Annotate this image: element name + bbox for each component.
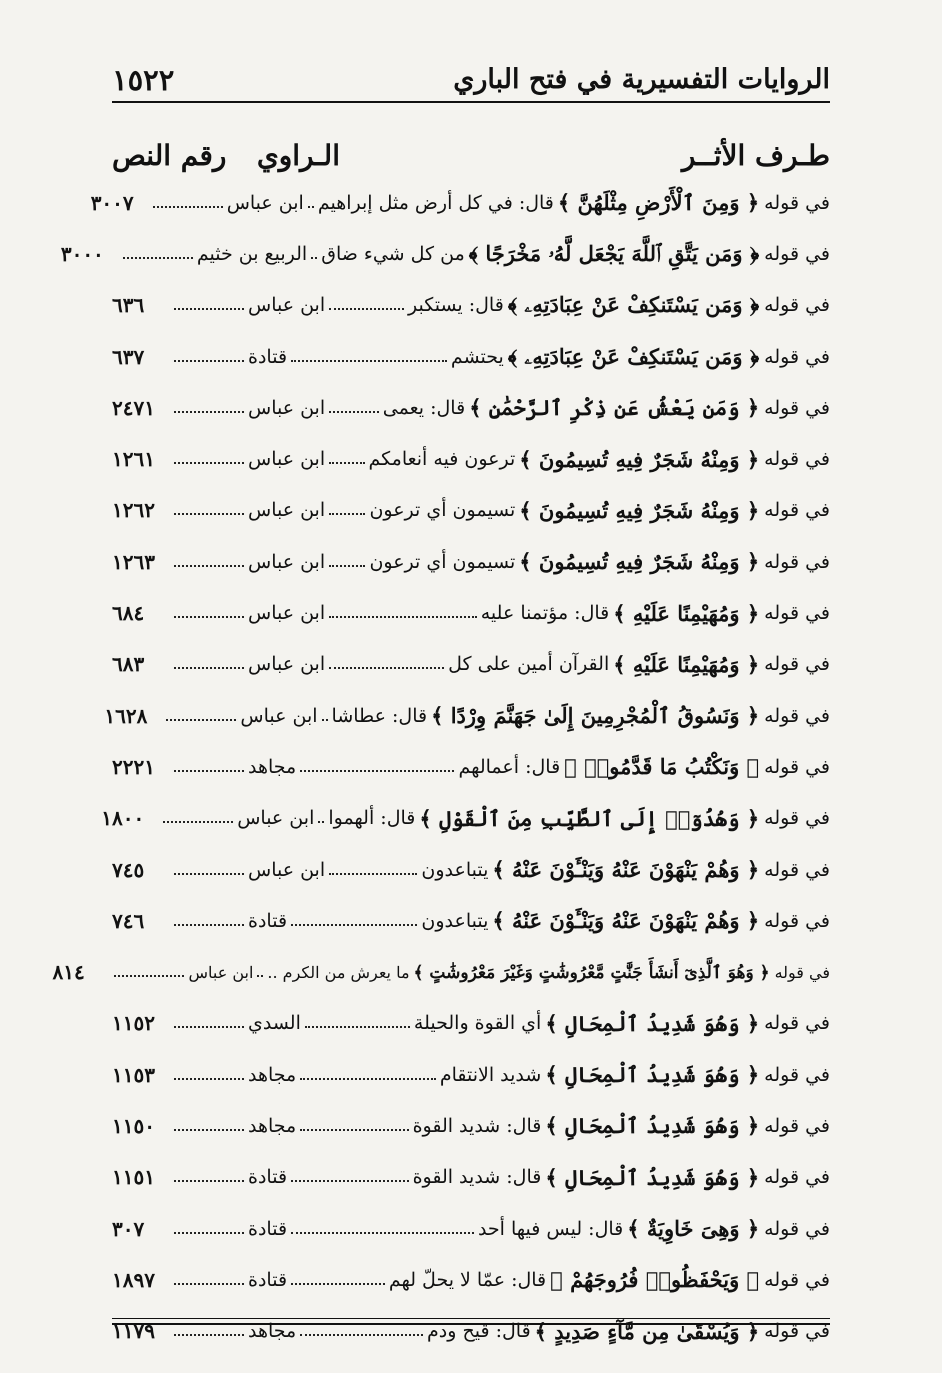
entry-lead-text: في قوله — [764, 345, 830, 368]
entry-text-number: ٧٤٦ — [112, 908, 145, 933]
entry-verse: ﴿ وَمَن يَسْتَنكِفْ عَنْ عِبَادَتِهِۦ ﴾ — [507, 292, 760, 318]
entry-text-number: ١٢٦٢ — [112, 498, 155, 523]
dot-leader — [174, 565, 244, 567]
index-entry-row — [112, 998, 830, 1049]
entry-narrator: مجاهد — [248, 1114, 297, 1137]
entry-note: تسيمون أي ترعون — [369, 499, 516, 522]
entry-verse: ﴿ وَمَن يَتَّقِ ٱللَّهَ يَجْعَل لَّهُۥ مَخْرَجًا ﴾ — [468, 240, 760, 266]
dot-leader — [153, 206, 223, 208]
entry-lead-text: في قوله — [764, 1268, 830, 1291]
entry-note: قال: مؤتمنا عليه — [480, 602, 610, 625]
dot-leader — [291, 924, 417, 926]
dot-leader — [174, 1078, 244, 1080]
dot-leader — [114, 975, 184, 977]
entry-narrator: ابن عباس — [248, 499, 326, 522]
index-entry-row — [112, 587, 830, 638]
index-entry-row — [112, 536, 830, 587]
index-entry-row — [112, 844, 830, 895]
dot-leader — [174, 1232, 244, 1234]
entry-narrator: مجاهد — [248, 1320, 297, 1343]
entry-narrator: ابن عباس — [248, 396, 326, 419]
entry-narrator: قتادة — [248, 909, 288, 932]
dot-leader — [174, 770, 244, 772]
entry-verse: ﴿ وَهُوَ شَدِيدُ ٱلْمِحَالِ ﴾ — [545, 1010, 760, 1036]
entry-text-number: ٧٤٥ — [112, 857, 145, 882]
entry-lead-text: في قوله — [764, 1320, 830, 1343]
entry-note: يتباعدون — [421, 858, 489, 881]
entry-text-number: ١٢٦١ — [112, 447, 155, 472]
index-entry-row — [104, 690, 830, 741]
index-entry-row — [112, 741, 830, 792]
entry-verse: ﴿ وَنَسُوقُ ٱلْمُجْرِمِينَ إِلَىٰ جَهَنَّمَ وِرْدًا ﴾ — [431, 703, 760, 729]
entry-narrator: ابن عباس — [248, 448, 326, 471]
entry-note: يتباعدون — [421, 909, 489, 932]
entry-verse: ﴿ وَهُدُوٓا۟ إِلَى ٱلطَّيِّبِ مِنَ ٱلْقَوْلِ ﴾ — [419, 805, 760, 831]
dot-leader — [329, 513, 365, 515]
dot-leader — [174, 513, 244, 515]
index-entry-row — [112, 331, 830, 382]
entry-note: أي القوة والحيلة — [413, 1012, 542, 1035]
entry-narrator: ابن عباس — [226, 191, 304, 214]
entry-verse: ﴿ وَمَن يَعْشُ عَن ذِكْرِ ٱلرَّحْمَٰنِ ﴾ — [469, 395, 760, 421]
dot-leader — [318, 821, 324, 823]
dot-leader — [329, 411, 379, 413]
dot-leader — [329, 873, 417, 875]
entry-narrator: ابن عباس — [188, 962, 254, 982]
entry-text-number: ١١٥١ — [112, 1165, 155, 1190]
entry-note: قال: عطاشا — [331, 704, 428, 727]
entry-verse: ﴿ وَمِنْهُ شَجَرٌ فِيهِ تُسِيمُونَ ﴾ — [519, 446, 760, 472]
index-entry-row — [112, 1100, 830, 1151]
dot-leader — [300, 1129, 408, 1131]
entry-lead-text: في قوله — [764, 242, 830, 265]
entry-note: شديد الانتقام — [439, 1063, 542, 1086]
dot-leader — [174, 411, 244, 413]
entry-narrator: السدي — [248, 1012, 301, 1035]
column-header-number: رقم النص — [112, 139, 227, 172]
index-entry-row — [112, 1049, 830, 1100]
entry-lead-text: في قوله — [764, 704, 830, 727]
dot-leader — [174, 873, 244, 875]
dot-leader — [174, 1180, 244, 1182]
entry-note: يحتشم — [450, 345, 504, 368]
entry-lead-text: في قوله — [764, 653, 830, 676]
dot-leader — [329, 308, 404, 310]
entry-lead-text: في قوله — [764, 755, 830, 778]
entry-text-number: ١٦٢٨ — [104, 703, 148, 728]
entry-verse: ﴿ وَيُسْقَىٰ مِن مَّآءٍ صَدِيدٍ ﴾ — [534, 1318, 760, 1344]
entry-note: ما يعرش من الكرم .. — [267, 962, 410, 982]
entry-note: ترعون فيه أنعامكم — [368, 448, 516, 471]
dot-leader — [163, 821, 233, 823]
column-headers — [112, 136, 830, 176]
entry-narrator: ابن عباس — [237, 807, 315, 830]
entry-note: قال: ليس فيها أحد — [477, 1217, 624, 1240]
index-entry-row — [90, 177, 830, 228]
column-header-narrator: الـراوي — [256, 139, 340, 172]
dot-leader — [329, 667, 444, 669]
dot-leader — [311, 257, 317, 259]
index-entry-row — [112, 1152, 830, 1203]
entry-narrator: قتادة — [248, 1268, 288, 1291]
dot-leader — [174, 308, 244, 310]
entry-text-number: ٣٠٠٠ — [60, 241, 104, 266]
footer-rule-thick — [112, 1323, 830, 1325]
entry-verse: ﴿ وَهِىَ خَاوِيَةٌ ﴾ — [627, 1216, 760, 1242]
index-entry-row — [112, 280, 830, 331]
index-entry-row — [112, 1254, 830, 1305]
index-entry-row — [112, 382, 830, 433]
index-entry-row — [112, 895, 830, 946]
entry-note: قال: شديد القوة — [412, 1166, 542, 1189]
dot-leader — [291, 360, 447, 362]
index-entry-row — [112, 1306, 830, 1357]
index-entry-row — [101, 793, 830, 844]
entry-note: تسيمون أي ترعون — [369, 550, 516, 573]
entry-verse: ﴿ وَمُهَيْمِنًا عَلَيْهِ ﴾ — [613, 600, 760, 626]
entry-verse: ﴿ وَمُهَيْمِنًا عَلَيْهِ ﴾ — [613, 651, 760, 677]
running-head — [112, 60, 830, 100]
entry-verse: ﴿ وَمَن يَسْتَنكِفْ عَنْ عِبَادَتِهِۦ ﴾ — [507, 343, 760, 369]
entry-verse: ﴿ وَهُوَ شَدِيدُ ٱلْمِحَالِ ﴾ — [545, 1113, 760, 1139]
dot-leader — [174, 360, 244, 362]
entry-verse: ﴿ وَمِنَ ٱلْأَرْضِ مِثْلَهُنَّ ﴾ — [557, 190, 760, 216]
entry-verse: ﴿ وَمِنْهُ شَجَرٌ فِيهِ تُسِيمُونَ ﴾ — [519, 497, 760, 523]
entry-lead-text: في قوله — [764, 1114, 830, 1137]
dot-leader — [300, 1078, 436, 1080]
entry-text-number: ٢٤٧١ — [112, 395, 155, 420]
dot-leader — [291, 1232, 474, 1234]
entry-narrator: ابن عباس — [248, 294, 326, 317]
entry-text-number: ٣٠٠٧ — [90, 190, 134, 215]
entry-note: من كل شيء ضاق — [321, 242, 465, 265]
page-number: ١٥٢٢ — [112, 63, 175, 97]
header-rule — [112, 101, 830, 103]
entry-narrator: الربيع بن خثيم — [196, 242, 308, 265]
dot-leader — [329, 462, 364, 464]
index-entries — [52, 177, 830, 1357]
entry-note: قال: في كل أرض مثل إبراهيم — [317, 191, 554, 214]
entry-narrator: قتادة — [248, 1166, 288, 1189]
book-title: الروايات التفسيرية في فتح الباري — [453, 64, 830, 95]
dot-leader — [300, 770, 454, 772]
dot-leader — [174, 1283, 244, 1285]
index-entry-row — [112, 639, 830, 690]
entry-note: القرآن أمين على كل — [448, 653, 610, 676]
entry-text-number: ٨١٤ — [52, 960, 85, 985]
dot-leader — [329, 616, 477, 618]
entry-lead-text: في قوله — [764, 858, 830, 881]
entry-text-number: ١١٧٩ — [112, 1319, 155, 1344]
entry-text-number: ٦٨٣ — [112, 652, 145, 677]
entry-lead-text: في قوله — [764, 1166, 830, 1189]
entry-text-number: ٦٨٤ — [112, 601, 145, 626]
entry-text-number: ١١٥٣ — [112, 1062, 155, 1087]
entry-lead-text: في قوله — [764, 909, 830, 932]
entry-lead-text: في قوله — [764, 1012, 830, 1035]
entry-lead-text: في قوله — [764, 1063, 830, 1086]
dot-leader — [174, 1026, 244, 1028]
entry-narrator: ابن عباس — [248, 653, 326, 676]
entry-note: قال: يعمى — [382, 396, 466, 419]
entry-note: قال: يستكبر — [408, 294, 504, 317]
entry-narrator: ابن عباس — [248, 602, 326, 625]
index-entry-row — [112, 1203, 830, 1254]
entry-note: قال: قيح ودم — [427, 1320, 531, 1343]
entry-text-number: ٢٢٢١ — [112, 754, 155, 779]
entry-text-number: ٣٠٧ — [112, 1216, 145, 1241]
entry-narrator: ابن عباس — [248, 550, 326, 573]
entry-verse: ﴿ وَمِنْهُ شَجَرٌ فِيهِ تُسِيمُونَ ﴾ — [519, 549, 760, 575]
entry-verse: ﴿ وَنَكْتُبُ مَا قَدَّمُوا۟ ﴾ — [564, 754, 760, 780]
dot-leader — [166, 719, 236, 721]
dot-leader — [329, 565, 365, 567]
dot-leader — [123, 257, 193, 259]
entry-note: قال: ألهموا — [328, 807, 416, 830]
entry-narrator: ابن عباس — [240, 704, 318, 727]
dot-leader — [174, 462, 244, 464]
entry-note: قال: عمّا لا يحلّ لهم — [388, 1268, 547, 1291]
entry-narrator: ابن عباس — [248, 858, 326, 881]
entry-lead-text: في قوله — [764, 499, 830, 522]
entry-verse: ﴿ وَهُمْ يَنْهَوْنَ عَنْهُ وَيَنْـَٔوْنَ عَنْهُ ﴾ — [492, 908, 760, 934]
dot-leader — [322, 719, 328, 721]
entry-lead-text: في قوله — [764, 1217, 830, 1240]
entry-lead-text: في قوله — [764, 294, 830, 317]
dot-leader — [174, 924, 244, 926]
entry-text-number: ١٨٩٧ — [112, 1267, 155, 1292]
entry-text-number: ١١٥٢ — [112, 1011, 155, 1036]
dot-leader — [291, 1283, 385, 1285]
entry-text-number: ٦٣٦ — [112, 293, 145, 318]
dot-leader — [305, 1026, 410, 1028]
entry-verse: ﴿ وَهُوَ شَدِيدُ ٱلْمِحَالِ ﴾ — [545, 1164, 760, 1190]
entry-lead-text: في قوله — [764, 602, 830, 625]
entry-text-number: ١١٥٠ — [112, 1113, 155, 1138]
entry-note: قال: شديد القوة — [412, 1114, 542, 1137]
entry-text-number: ١٢٦٣ — [112, 549, 155, 574]
entry-narrator: مجاهد — [248, 755, 297, 778]
footer-rule-thin — [112, 1318, 830, 1319]
entry-lead-text: في قوله — [764, 550, 830, 573]
entry-lead-text: في قوله — [764, 448, 830, 471]
entry-narrator: مجاهد — [248, 1063, 297, 1086]
entry-narrator: قتادة — [248, 345, 288, 368]
entry-narrator: قتادة — [248, 1217, 288, 1240]
entry-lead-text: في قوله — [764, 396, 830, 419]
entry-lead-text: في قوله — [774, 962, 830, 982]
dot-leader — [308, 206, 314, 208]
entry-verse: ﴿ وَهُوَ شَدِيدُ ٱلْمِحَالِ ﴾ — [545, 1062, 760, 1088]
dot-leader — [300, 1334, 423, 1336]
dot-leader — [174, 1334, 244, 1336]
dot-leader — [257, 975, 263, 977]
entry-verse: ﴿ وَيَحْفَظُوا۟ فُرُوجَهُمْ ﴾ — [550, 1267, 760, 1293]
dot-leader — [174, 616, 244, 618]
index-entry-row — [112, 485, 830, 536]
entry-verse: ﴿ وَهُوَ ٱلَّذِىٓ أَنشَأَ جَنَّٰتٍ مَّعْرُوشَٰتٍ وَغَيْرَ مَعْرُوشَٰتٍ ﴾ — [413, 962, 770, 983]
entry-verse: ﴿ وَهُمْ يَنْهَوْنَ عَنْهُ وَيَنْـَٔوْنَ عَنْهُ ﴾ — [492, 857, 760, 882]
entry-text-number: ١٨٠٠ — [101, 806, 145, 831]
dot-leader — [291, 1180, 409, 1182]
index-entry-row — [60, 228, 830, 279]
dot-leader — [174, 667, 244, 669]
entry-text-number: ٦٣٧ — [112, 344, 145, 369]
dot-leader — [174, 1129, 244, 1131]
index-entry-row — [52, 946, 830, 997]
column-header-athar: طـرف الأثــر — [681, 139, 830, 172]
entry-lead-text: في قوله — [764, 807, 830, 830]
entry-lead-text: في قوله — [764, 191, 830, 214]
entry-note: قال: أعمالهم — [458, 755, 561, 778]
index-entry-row — [112, 433, 830, 484]
